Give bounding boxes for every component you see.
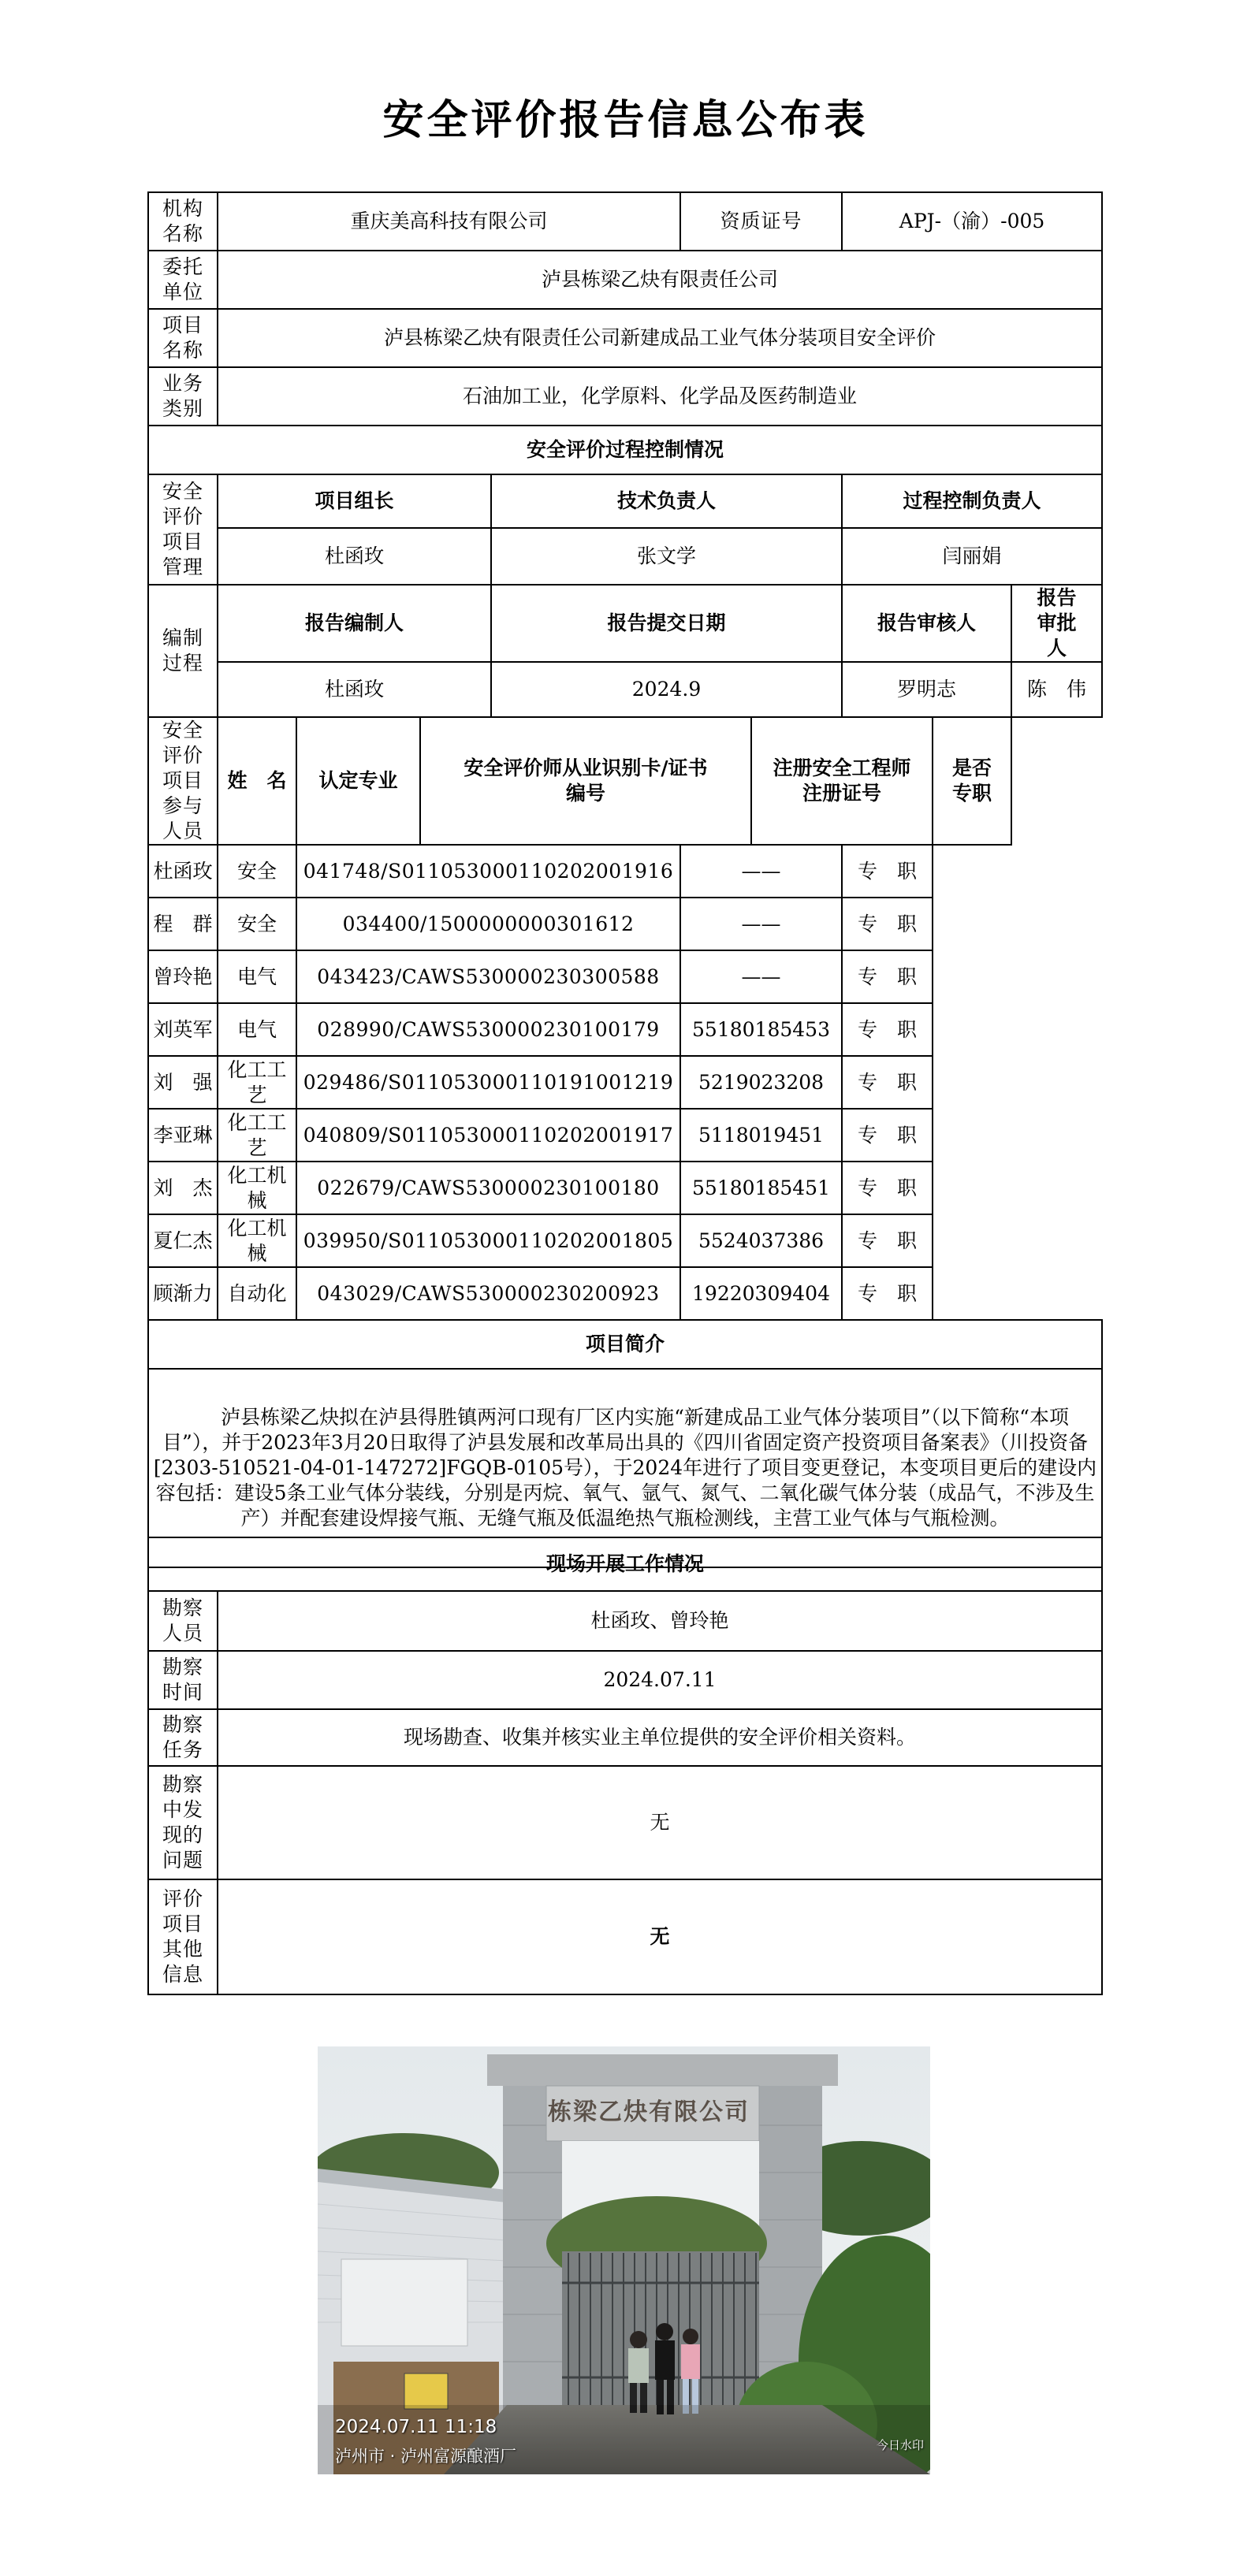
participant-card: 022679/CAWS530000230100180 (296, 1162, 680, 1214)
participants-header-major: 认定专业 (296, 717, 420, 845)
participant-fulltime: 专 职 (842, 1003, 933, 1056)
participant-name: 杜函玫 (148, 845, 218, 898)
site-task-value: 现场勘查、收集并核实业主单位提供的安全评价相关资料。 (218, 1709, 1102, 1766)
intro-heading: 项目简介 (148, 1320, 1102, 1369)
site-time-value: 2024.07.11 (218, 1651, 1102, 1709)
participant-major: 化工机械 (218, 1162, 296, 1214)
site-row-issues (148, 1766, 1102, 1879)
site-row-time (148, 1651, 1102, 1709)
participant-reg: 55180185451 (680, 1162, 842, 1214)
business-label: 业务类别 (148, 367, 218, 426)
participant-reg: 55180185453 (680, 1003, 842, 1056)
report-info-table (147, 191, 1103, 1568)
client-row (148, 251, 1102, 309)
process-section-heading: 安全评价过程控制情况 (148, 426, 1102, 474)
participant-card: 034400/1500000000301612 (296, 898, 680, 950)
client-label: 委托单位 (148, 251, 218, 309)
compile-value-reviewer: 罗明志 (842, 662, 1011, 717)
participant-row (148, 845, 1102, 898)
site-issues-label: 勘察中发现的问题 (148, 1766, 218, 1879)
participant-major: 安全 (218, 898, 296, 950)
participant-row (148, 1162, 1102, 1214)
compile-header-date: 报告提交日期 (491, 585, 842, 662)
participant-major: 化工工艺 (218, 1109, 296, 1162)
participant-name: 李亚琳 (148, 1109, 218, 1162)
participant-reg: 5118019451 (680, 1109, 842, 1162)
management-label: 安全评价项目管理 (148, 474, 218, 585)
participant-fulltime: 专 职 (842, 1267, 933, 1320)
project-row (148, 309, 1102, 367)
compile-header-row (148, 585, 1102, 662)
participant-row (148, 1267, 1102, 1320)
compile-value-row (148, 662, 1102, 717)
participant-reg: 5219023208 (680, 1056, 842, 1109)
site-task-label: 勘察任务 (148, 1709, 218, 1766)
compile-header-author: 报告编制人 (218, 585, 491, 662)
participant-reg: —— (680, 898, 842, 950)
participant-fulltime: 专 职 (842, 1056, 933, 1109)
participant-card: 043423/CAWS530000230300588 (296, 950, 680, 1003)
mgmt-value-leader: 杜函玫 (218, 528, 491, 585)
participant-major: 化工工艺 (218, 1056, 296, 1109)
participant-reg: —— (680, 950, 842, 1003)
site-heading-row (148, 1537, 1102, 1591)
participant-reg: 5524037386 (680, 1214, 842, 1267)
participant-fulltime: 专 职 (842, 1162, 933, 1214)
participant-fulltime: 专 职 (842, 898, 933, 950)
client-value: 泸县栋梁乙炔有限责任公司 (218, 251, 1102, 309)
participant-card: 041748/S011053000110202001916 (296, 845, 680, 898)
participants-header-name: 姓 名 (218, 717, 296, 845)
participant-fulltime: 专 职 (842, 1109, 933, 1162)
management-header-row (148, 474, 1102, 528)
participant-name: 程 群 (148, 898, 218, 950)
compile-header-reviewer: 报告审核人 (842, 585, 1011, 662)
compile-header-approver: 报告审批人 (1011, 585, 1102, 662)
participant-fulltime: 专 职 (842, 845, 933, 898)
compile-value-date: 2024.9 (491, 662, 842, 717)
participant-name: 夏仁杰 (148, 1214, 218, 1267)
participant-row (148, 1056, 1102, 1109)
management-value-row (148, 528, 1102, 585)
site-heading: 现场开展工作情况 (148, 1537, 1102, 1591)
org-row (148, 192, 1102, 251)
mgmt-header-leader: 项目组长 (218, 474, 491, 528)
site-work-table (147, 1537, 1103, 1995)
site-row-other (148, 1879, 1102, 1994)
participant-row (148, 1109, 1102, 1162)
participant-row (148, 1214, 1102, 1267)
business-value: 石油加工业，化学原料、化学品及医药制造业 (218, 367, 1102, 426)
intro-text: 泸县栋梁乙炔拟在泸县得胜镇两河口现有厂区内实施“新建成品工业气体分装项目”（以下简称“本项目”），并于2023年3月20日取得了泸县发展和改革局出具的《四川省固定资产投资项目备案表》（川投资备[2303-510521-04-01-147272]FGQB-0105号），于2024年进行了项目变更登记，本变项目更后的建设内容包括：建设5条工业气体分装线，分别是丙烷、氧气、氩气、氮气、二氧化碳气体分装（成品气，不涉及生产）并配套建设焊接气瓶、无缝气瓶及低温绝热气瓶检测线，主营工业气体与气瓶检测。 (148, 1369, 1102, 1567)
photo-location: 泸州市 · 泸州富源酿酒厂 (335, 2447, 517, 2466)
gate-sign-text: 栋梁乙炔有限公司 (548, 2098, 750, 2126)
org-name-label: 机构名称 (148, 192, 218, 251)
mgmt-value-process: 闫丽娟 (842, 528, 1102, 585)
cert-label: 资质证号 (680, 192, 842, 251)
intro-heading-row (148, 1320, 1102, 1369)
site-photo (318, 2046, 930, 2474)
site-row-staff (148, 1591, 1102, 1651)
site-other-label: 评价项目其他信息 (148, 1879, 218, 1994)
participant-name: 顾渐力 (148, 1267, 218, 1320)
participants-header-row (148, 717, 1102, 845)
project-label: 项目名称 (148, 309, 218, 367)
participants-header-fulltime: 是否专职 (933, 717, 1011, 845)
participants-header-card: 安全评价师从业识别卡/证书编号 (420, 717, 751, 845)
participant-card: 028990/CAWS530000230100179 (296, 1003, 680, 1056)
mgmt-header-tech: 技术负责人 (491, 474, 842, 528)
site-staff-label: 勘察人员 (148, 1591, 218, 1651)
cert-value: APJ-（渝）-005 (842, 192, 1102, 251)
participants-label: 安全评价项目参与人员 (148, 717, 218, 845)
site-issues-value: 无 (218, 1766, 1102, 1879)
org-name-value: 重庆美高科技有限公司 (218, 192, 680, 251)
photo-watermark: 今日水印 (876, 2438, 924, 2452)
site-row-task (148, 1709, 1102, 1766)
site-time-label: 勘察时间 (148, 1651, 218, 1709)
participant-major: 安全 (218, 845, 296, 898)
participant-card: 040809/S011053000110202001917 (296, 1109, 680, 1162)
participant-fulltime: 专 职 (842, 950, 933, 1003)
participant-major: 电气 (218, 950, 296, 1003)
business-row (148, 367, 1102, 426)
participant-card: 029486/S011053000110191001219 (296, 1056, 680, 1109)
site-staff-value: 杜函玫、曾玲艳 (218, 1591, 1102, 1651)
mgmt-header-process: 过程控制负责人 (842, 474, 1102, 528)
participant-row (148, 1003, 1102, 1056)
participant-row (148, 898, 1102, 950)
participant-major: 电气 (218, 1003, 296, 1056)
compile-value-author: 杜函玫 (218, 662, 491, 717)
participant-name: 刘 强 (148, 1056, 218, 1109)
participant-fulltime: 专 职 (842, 1214, 933, 1267)
participant-name: 曾玲艳 (148, 950, 218, 1003)
participant-card: 039950/S011053000110202001805 (296, 1214, 680, 1267)
compile-value-approver: 陈 伟 (1011, 662, 1102, 717)
participant-card: 043029/CAWS530000230200923 (296, 1267, 680, 1320)
participant-name: 刘英军 (148, 1003, 218, 1056)
mgmt-value-tech: 张文学 (491, 528, 842, 585)
page-title: 安全评价报告信息公布表 (382, 97, 869, 144)
participant-major: 化工机械 (218, 1214, 296, 1267)
participant-row (148, 950, 1102, 1003)
participant-name: 刘 杰 (148, 1162, 218, 1214)
participant-reg: 19220309404 (680, 1267, 842, 1320)
compile-label: 编制过程 (148, 585, 218, 717)
participant-reg: —— (680, 845, 842, 898)
photo-timestamp: 2024.07.11 11:18 (335, 2417, 497, 2437)
site-other-value: 无 (218, 1879, 1102, 1994)
process-section-row (148, 426, 1102, 474)
participant-major: 自动化 (218, 1267, 296, 1320)
project-value: 泸县栋梁乙炔有限责任公司新建成品工业气体分装项目安全评价 (218, 309, 1102, 367)
participants-header-reg: 注册安全工程师注册证号 (751, 717, 933, 845)
